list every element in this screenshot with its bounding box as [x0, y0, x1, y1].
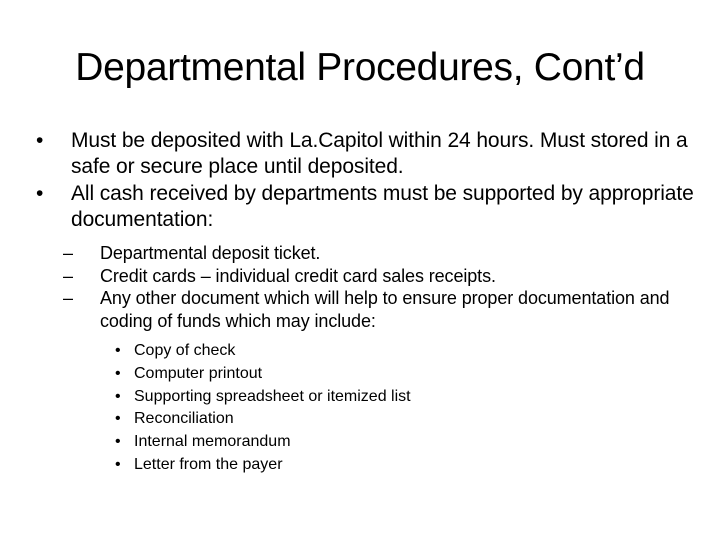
list-item-marker: •	[115, 455, 121, 473]
list-item-marker: •	[115, 342, 121, 359]
list-item-text: Supporting spreadsheet or itemized list	[134, 387, 411, 405]
sub-bullet-list	[63, 242, 696, 332]
bullet-text: Must be deposited with La.Capitol within 24 hours. Must stored in a safe or secure place until deposited.	[71, 129, 688, 178]
bullet-marker: •	[36, 129, 44, 152]
list-item	[115, 408, 696, 431]
list-item-text: Copy of check	[134, 342, 236, 359]
list-item	[115, 454, 696, 477]
list-item-text: Internal memorandum	[134, 433, 291, 451]
list-item-marker: •	[115, 433, 121, 451]
list-item	[115, 363, 696, 386]
list-item-text: Reconciliation	[134, 410, 234, 428]
list-item	[115, 340, 696, 363]
list-item-text: Computer printout	[134, 364, 263, 382]
sub-bullet-text: Departmental deposit ticket.	[100, 243, 321, 263]
sub-sub-bullet-list	[115, 340, 696, 477]
sub-bullet-marker: –	[63, 288, 73, 308]
sub-bullet-other-documents	[63, 287, 696, 332]
sub-bullet-marker: –	[63, 243, 73, 263]
list-item	[115, 386, 696, 409]
bullet-marker: •	[36, 182, 44, 205]
sub-bullet-text: Credit cards – individual credit card sales receipts.	[100, 265, 496, 286]
bullet-deposit-rule	[36, 128, 696, 180]
slide-title: Departmental Procedures, Cont’d	[75, 46, 645, 89]
sub-bullet-deposit-ticket	[63, 242, 696, 265]
slide-body	[36, 128, 696, 477]
list-item	[115, 431, 696, 454]
bullet-text: All cash received by departments must be supported by appropriate documentation:	[71, 182, 694, 231]
sub-bullet-credit-cards	[63, 265, 696, 288]
sub-bullet-marker: –	[63, 265, 73, 286]
list-item-marker: •	[115, 387, 121, 405]
sub-bullet-text: Any other document which will help to ensure proper documentation and coding of funds which may include:	[100, 288, 670, 331]
list-item-text: Letter from the payer	[134, 455, 283, 473]
list-item-marker: •	[115, 410, 121, 428]
bullet-cash-documentation	[36, 181, 696, 233]
list-item-marker: •	[115, 364, 121, 382]
